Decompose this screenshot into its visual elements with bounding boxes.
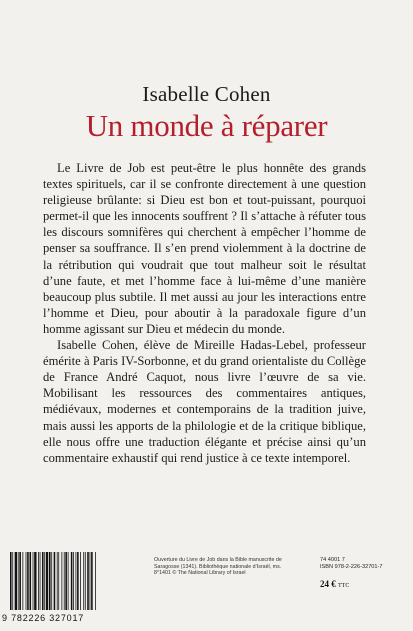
barcode-number: 9 782226 327017 xyxy=(2,613,85,623)
publisher-codes xyxy=(320,557,408,571)
isbn-text: ISBN 978-2-226-32701-7 xyxy=(320,564,383,571)
product-code: 74 4001 7 xyxy=(320,557,345,563)
author-name: Isabelle Cohen xyxy=(142,82,271,106)
blurb-paragraph-2: Isabelle Cohen, élève de Mireille Hadas-Lebel, professeur émérite à Paris IV-Sorbonne, et du grand orientaliste du Collège de France André Caquot, nous livre l’œuvre de sa vie. Mobilisant les ressources des commentaires antiques, médiévaux, modernes et contemporains de la tradition juive, mais aussi les apports de la philologie et de la critique biblique, elle nous offre une traduction élégante et précise ainsi qu’un commentaire exhaustif qui rend justice à ce texte intemporel. xyxy=(43,338,366,465)
book-title: Un monde à réparer xyxy=(85,108,328,143)
blurb-text xyxy=(43,160,366,466)
price-value: 24 € xyxy=(320,579,336,589)
price-suffix: TTC xyxy=(338,583,350,589)
image-credit-caption: Ouverture du Livre de Job dans la Bible manuscrite de Saragosse (1341). Bibliothèque nationale d’Israël, ms. 8°1401 © The National Library of Israel xyxy=(154,557,282,577)
blurb-paragraph-1: Le Livre de Job est peut-être le plus honnête des grands textes spirituels, car il se confronte directement à une question religieuse brûlante: si Dieu est bon et tout-puissant, pourquoi permet-il que les innocents souffrent ? Il s’attache à réfuter tous les discours somnifères qui cherchent à empêcher l’homme de penser sa souffrance. Il s’en prend violemment à la doctrine de la rétribution qui voudrait que tout malheur soit le résultat d’une faute, et met l’homme face à lui-même d’une manière beaucoup plus subtile. Il met aussi au jour les interactions entre l’homme et Dieu, pour aboutir à la paradoxale figure d’un homme agissant sur Dieu et médecin du monde. xyxy=(43,161,366,336)
barcode-image xyxy=(4,550,124,612)
price xyxy=(320,579,349,589)
